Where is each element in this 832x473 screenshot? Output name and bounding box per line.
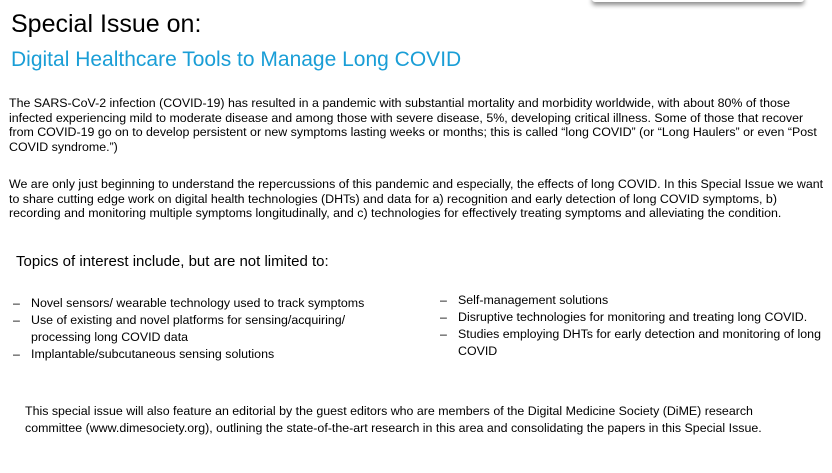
bullet-dash: –	[13, 296, 20, 310]
bullet-dash: –	[440, 293, 447, 307]
page-subtitle: Digital Healthcare Tools to Manage Long COVID	[11, 48, 462, 71]
page-title: Special Issue on:	[11, 10, 202, 38]
topic-item	[13, 346, 393, 363]
bullet-dash: –	[440, 310, 447, 324]
topic-text: Novel sensors/ wearable technology used to track symptoms	[31, 296, 365, 310]
editorial-note: This special issue will also feature an editorial by the guest editors who are members of the Digital Medicine Society (DiME) research committee (www.dimesociety.org), outlining the state-of-the-art research in this area and consolidating the papers in this Special Issue.	[25, 404, 762, 435]
topic-text: Use of existing and novel platforms for sensing/acquiring/ processing long COVID data	[31, 313, 346, 344]
topic-item	[13, 312, 393, 346]
bullet-dash: –	[13, 347, 20, 361]
window-edge-shadow	[592, 0, 804, 2]
topics-list-right	[440, 292, 825, 360]
topic-text: Studies employing DHTs for early detection and monitoring of long COVID	[458, 327, 821, 358]
topic-text: Self-management solutions	[458, 293, 609, 307]
topic-item	[440, 326, 825, 360]
bullet-dash: –	[13, 313, 20, 327]
bullet-dash: –	[440, 327, 447, 341]
topics-heading: Topics of interest include, but are not limited to:	[16, 253, 329, 270]
intro-paragraph: The SARS-CoV-2 infection (COVID-19) has resulted in a pandemic with substantial mortality and morbidity worldwide, with about 80% of those infected experiencing mild to moderate disease and among those with severe disease, 5%, developing critical illness. Some of those that recover from COVID-19 go on to develop persistent or new symptoms lasting weeks or months; this is called “long COVID” (or “Long Haulers” or even “Post COVID syndrome.”)	[9, 96, 817, 154]
scope-paragraph: We are only just beginning to understand the repercussions of this pandemic and especially, the effects of long COVID. In this Special Issue we want to share cutting edge work on digital health technologies (DHTs) and data for a) recognition and early detection of long COVID symptoms, b) recording and monitoring multiple symptoms longitudinally, and c) technologies for effectively treating symptoms and alleviating the condition.	[9, 177, 824, 221]
topics-list-left	[13, 295, 393, 363]
topic-item	[13, 295, 393, 312]
topic-item	[440, 309, 825, 326]
topic-text: Implantable/subcutaneous sensing solutions	[31, 347, 275, 361]
topic-text: Disruptive technologies for monitoring and treating long COVID.	[458, 310, 808, 324]
topic-item	[440, 292, 825, 309]
